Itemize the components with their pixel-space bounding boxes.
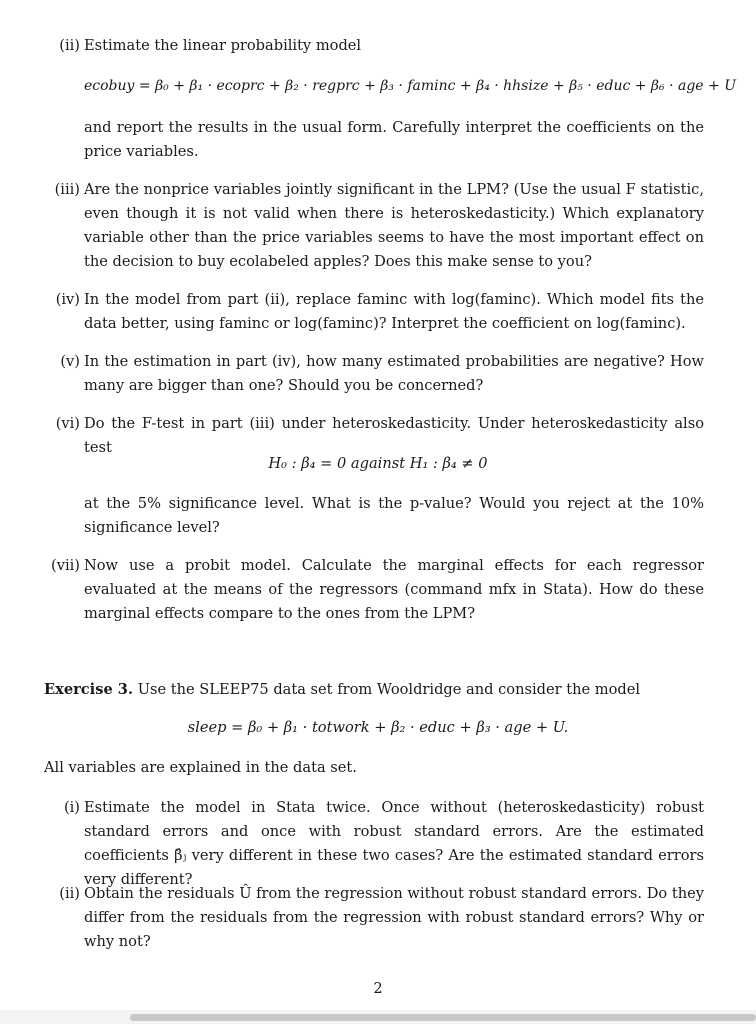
exercise-intro: Use the SLEEP75 data set from Wooldridge and consider the model [137, 681, 641, 698]
part-label: (ii) [59, 37, 80, 54]
part-label: (ii) [59, 885, 80, 902]
lpm-equation: ecobuy = β₀ + β₁ · ecoprc + β₂ · regprc + β₃ · faminc + β₄ · hhsize + β₅ · educ + β₆ · age + U [84, 78, 737, 94]
part-label: (iii) [54, 181, 80, 198]
ex2-part-vii [51, 554, 704, 626]
page-number: 2 [373, 980, 383, 997]
part-text: Do the F-test in part (iii) under heteroskedasticity. Under heteroskedasticity also test [84, 415, 704, 456]
ex2-part-iv [55, 288, 704, 336]
part-intro: Estimate the linear probability model [84, 37, 362, 54]
ex2-part-iii [54, 178, 704, 274]
part-ii-followup: and report the results in the usual form. Carefully interpret the coefficients on the price variables. [84, 119, 704, 160]
hypothesis-equation: H₀ : β₄ = 0 against H₁ : β₄ ≠ 0 [268, 455, 488, 472]
variables-note: All variables are explained in the data set. [44, 759, 357, 776]
part-label: (iv) [55, 291, 80, 308]
part-label: (i) [63, 799, 80, 816]
ex2-part-v [60, 350, 704, 398]
part-label: (vi) [55, 415, 80, 432]
exercise-3-heading [44, 678, 704, 702]
part-vi-followup: at the 5% significance level. What is the p-value? Would you reject at the 10% significance level? [84, 495, 704, 536]
part-label: (vii) [51, 557, 80, 574]
part-text: Estimate the model in Stata twice. Once without (heteroskedasticity) robust standard errors and once with robust standard errors. Are the estimated coefficients β̂ⱼ very different in these two cases? Are the estimated standard errors very different? [84, 799, 704, 888]
part-label: (v) [60, 353, 80, 370]
exercise-title: Exercise 3. [44, 681, 134, 698]
part-text: Now use a probit model. Calculate the marginal effects for each regressor evaluated at the means of the regressors (command mfx in Stata). How do these marginal effects compare to the ones from the LPM? [84, 557, 704, 622]
ex2-part-ii [59, 34, 704, 58]
part-text: Obtain the residuals Û from the regression without robust standard errors. Do they differ from the residuals from the regression with robust standard errors? Why or why not? [84, 885, 704, 950]
ex3-part-i [63, 796, 704, 892]
part-text: In the model from part (ii), replace faminc with log(faminc). Which model fits the data better, using faminc or log(faminc)? Interpret the coefficient on log(faminc). [84, 291, 704, 332]
part-text: Are the nonprice variables jointly significant in the LPM? (Use the usual F statistic, even though it is not valid when there is heteroskedasticity.) Which explanatory variable other than the price variables seems to have the most important effect on the decision to buy ecolabeled apples? Does this make sense to you? [84, 181, 704, 270]
ex3-part-ii [59, 882, 704, 954]
sleep-equation: sleep = β₀ + β₁ · totwork + β₂ · educ + β₃ · age + U. [187, 719, 569, 736]
horizontal-scrollbar-thumb[interactable] [130, 1014, 756, 1021]
part-text: In the estimation in part (iv), how many estimated probabilities are negative? How many are bigger than one? Should you be concerned? [84, 353, 704, 394]
